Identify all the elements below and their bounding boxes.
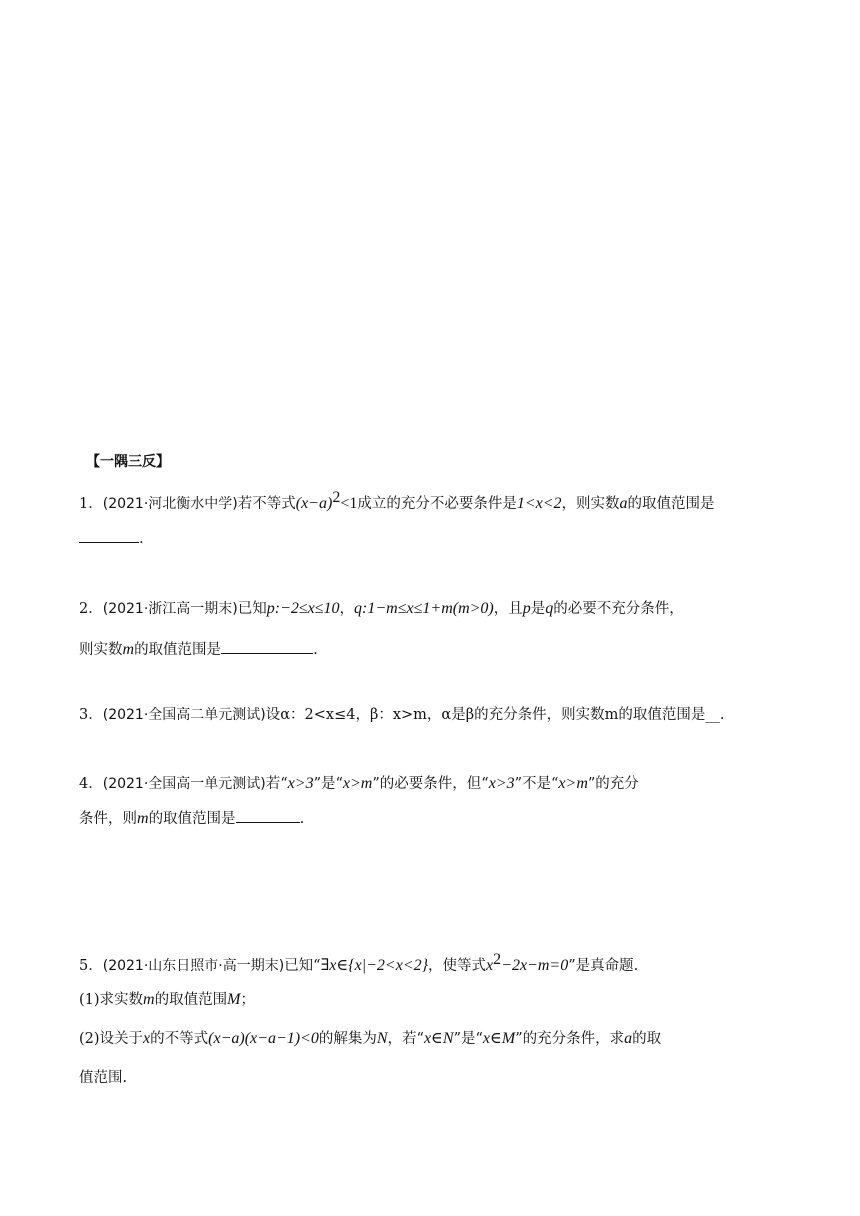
- answer-blank[interactable]: [221, 639, 313, 654]
- math-expression: 1<x<2: [516, 494, 562, 512]
- question-text: 的取值范围是: [134, 642, 222, 658]
- math-expression: (x−a)(x−a−1)<0: [208, 1030, 319, 1047]
- question-text: 的取值范围是: [148, 811, 236, 827]
- math-variable: m: [122, 641, 135, 658]
- question-text: ”是真命题.: [568, 957, 639, 974]
- question-text: ，且: [493, 601, 523, 617]
- math-exponent: 2: [332, 489, 341, 506]
- question-text: ”不是“: [514, 776, 559, 792]
- question-text: ，则实数: [561, 495, 620, 512]
- question-text: 设α：2<x≤4，β：x>m，α是β的充分条件，则实数m的取值范围是: [265, 707, 706, 723]
- question-number: 3．: [79, 707, 103, 723]
- question-text: 成立的充分不必要条件是: [357, 495, 517, 512]
- question-number: 1．: [79, 495, 103, 512]
- question-4-line-2: [79, 808, 304, 829]
- question-text: ，: [339, 601, 355, 617]
- question-text: ”的必要条件，但“: [372, 776, 489, 792]
- question-text: 若“: [265, 776, 288, 792]
- math-variable: M: [227, 991, 241, 1008]
- math-variable: q: [545, 600, 554, 617]
- question-text: .: [299, 811, 305, 827]
- question-text: 已知: [237, 601, 267, 617]
- math-expression: (x−a): [295, 494, 333, 512]
- question-5-part-2-line-2: [79, 1068, 127, 1088]
- answer-blank[interactable]: __: [705, 707, 720, 723]
- question-text: 条件，则: [79, 811, 137, 827]
- question-text: 的取值范围是: [627, 495, 715, 512]
- question-source: (2021·全国高一单元测试): [102, 776, 266, 792]
- question-text: 若不等式: [237, 495, 296, 512]
- question-text: 已知“: [284, 957, 321, 974]
- question-source: (2021·河北衡水中学): [102, 495, 238, 512]
- math-variable: m: [137, 810, 149, 827]
- math-expression: q:1−m≤x≤1+m(m>0): [354, 600, 494, 617]
- math-variable: N: [376, 1030, 388, 1047]
- question-5-part-1: [79, 990, 255, 1010]
- question-number: 2．: [79, 601, 103, 617]
- question-text: ，若“: [387, 1031, 424, 1047]
- question-source: (2021·全国高二单元测试): [102, 707, 266, 723]
- question-text: .: [719, 707, 725, 723]
- question-source: (2021·山东日照市·高一期末): [102, 957, 285, 974]
- section-heading: 【一隅三反】: [86, 454, 170, 470]
- question-5-line-1: [79, 950, 638, 976]
- question-text: 的取: [632, 1031, 662, 1047]
- question-text: ，使等式: [428, 957, 487, 974]
- question-1-line-2: [79, 528, 144, 549]
- question-text: ”的充分条件，求: [515, 1031, 625, 1047]
- math-variable: a: [624, 1030, 633, 1047]
- math-expression: p:−2≤x≤10: [266, 600, 340, 617]
- question-text: (1)求实数: [79, 992, 144, 1008]
- math-expression: −2x−m=0: [501, 956, 569, 974]
- question-1-line-1: [79, 488, 715, 514]
- answer-blank[interactable]: [79, 528, 139, 543]
- question-text: ”是“: [313, 776, 343, 792]
- math-variable: x: [143, 1030, 151, 1047]
- math-expression: x>m: [558, 775, 588, 792]
- question-3-line-1: [79, 705, 724, 725]
- question-4-line-1: [79, 774, 639, 794]
- math-expression: x>m: [342, 775, 373, 792]
- question-source: (2021·浙江高一期末): [102, 601, 238, 617]
- math-variable: a: [619, 494, 628, 512]
- math-expression: x: [486, 956, 494, 974]
- question-2-line-2: [79, 639, 318, 660]
- question-number: 5．: [79, 957, 103, 974]
- question-text: ；: [240, 992, 255, 1008]
- question-text: ”是“: [453, 1031, 483, 1047]
- question-text: .: [139, 531, 144, 547]
- math-expression: <1: [340, 494, 358, 512]
- question-text: 是: [530, 601, 546, 617]
- answer-blank[interactable]: [236, 808, 300, 823]
- question-text: 的解集为: [318, 1031, 377, 1047]
- question-text: .: [313, 642, 318, 658]
- math-expression: ∃x∈{x|−2<x<2}: [320, 956, 429, 974]
- question-text: 的不等式: [150, 1031, 209, 1047]
- question-5-part-2: [79, 1029, 661, 1049]
- math-expression: x∈N: [423, 1030, 454, 1047]
- math-expression: x>3: [287, 775, 314, 792]
- question-text: ”的充分: [587, 776, 639, 792]
- question-text: (2)设关于: [79, 1031, 144, 1047]
- question-text: 值范围.: [79, 1070, 128, 1086]
- question-text: 则实数: [79, 642, 123, 658]
- math-variable: m: [143, 991, 155, 1008]
- math-exponent: 2: [493, 951, 502, 968]
- question-2-line-1: [79, 599, 684, 619]
- math-expression: x>3: [488, 775, 515, 792]
- question-number: 4．: [79, 776, 103, 792]
- question-text: 的取值范围: [154, 992, 228, 1008]
- math-expression: x∈M: [482, 1030, 516, 1047]
- math-variable: p: [522, 600, 531, 617]
- question-text: 的必要不充分条件，: [553, 601, 684, 617]
